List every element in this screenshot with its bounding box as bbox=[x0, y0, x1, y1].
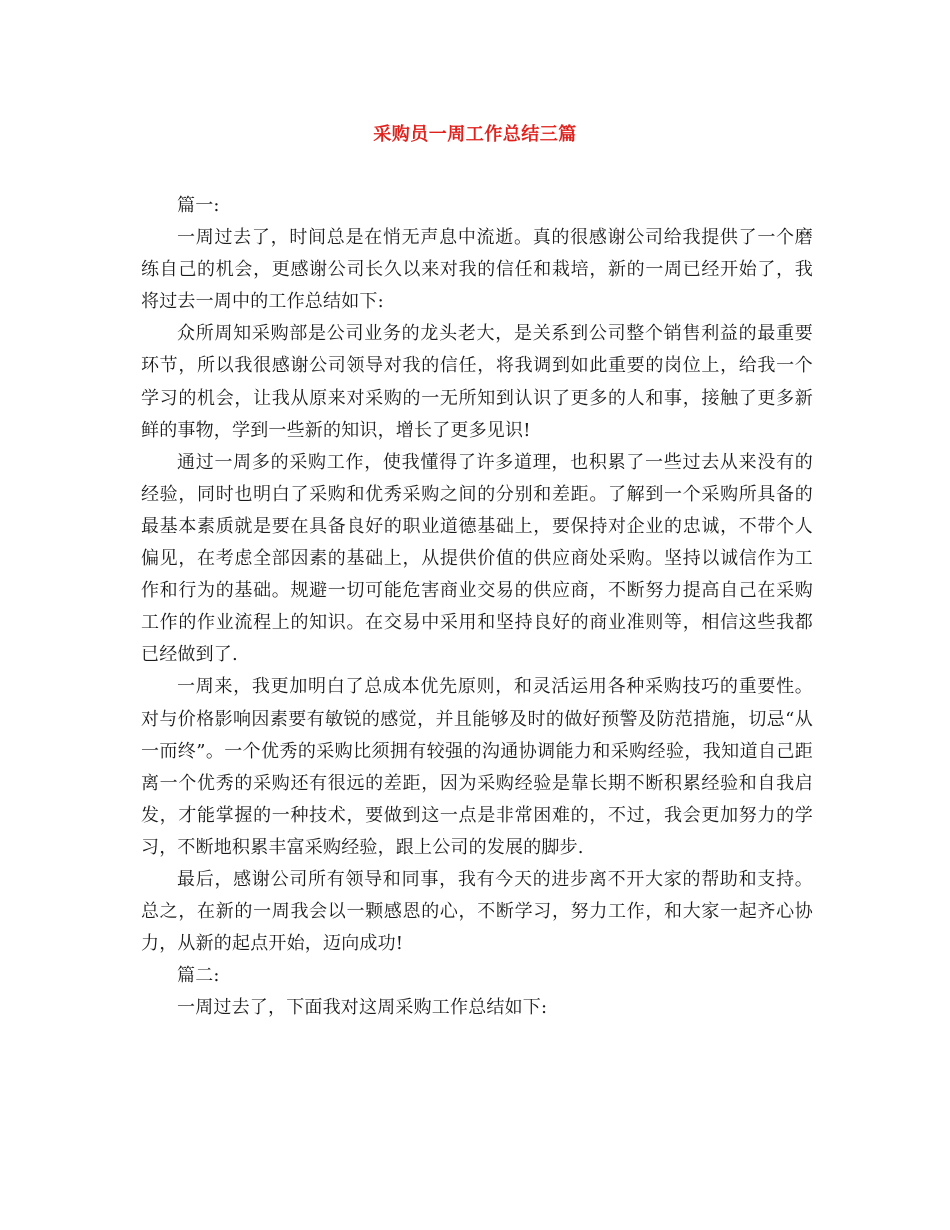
paragraph: 众所周知采购部是公司业务的龙头老大，是关系到公司整个销售利益的最重要环节，所以我很感谢公司领导对我的信任，将我调到如此重要的岗位上，给我一个学习的机会，让我从原来对采购的一无所知到认识了更多的人和事，接触了更多新鲜的事物，学到一些新的知识，增长了更多见识! bbox=[141, 323, 813, 441]
document-title: 采购员一周工作总结三篇 bbox=[373, 124, 577, 145]
paragraph: 一周过去了，下面我对这周采购工作总结如下: bbox=[177, 997, 548, 1019]
section-heading-1: 篇一: bbox=[177, 195, 220, 216]
section-heading-2: 篇二: bbox=[177, 965, 220, 987]
document-body bbox=[141, 190, 813, 1024]
paragraph: 最后，感谢公司所有领导和同事，我有今天的进步离不开大家的帮助和支持。总之，在新的一周我会以一颗感恩的心，不断学习，努力工作，和大家一起齐心协力，从新的起点开始，迈向成功! bbox=[141, 868, 813, 955]
paragraph: 通过一周多的采购工作，使我懂得了许多道理，也积累了一些过去从来没有的经验，同时也明白了采购和优秀采购之间的分别和差距。了解到一个采购所具备的最基本素质就是要在具备良好的职业道德基础上，要保持对企业的忠诚，不带个人偏见，在考虑全部因素的基础上，从提供价值的供应商处采购。坚持以诚信作为工作和行为的基础。规避一切可能危害商业交易的供应商，不断努力提高自己在采购工作的作业流程上的知识。在交易中采用和坚持良好的商业准则等，相信这些我都已经做到了. bbox=[141, 451, 813, 666]
paragraph: 一周过去了，时间总是在悄无声息中流逝。真的很感谢公司给我提供了一个磨练自己的机会，更感谢公司长久以来对我的信任和栽培，新的一周已经开始了，我将过去一周中的工作总结如下: bbox=[141, 227, 813, 313]
paragraph: 一周来，我更加明白了总成本优先原则，和灵活运用各种采购技巧的重要性。对与价格影响因素要有敏锐的感觉，并且能够及时的做好预警及防范措施，切忌“从一而终”。一个优秀的采购比须拥有较强的沟通协调能力和采购经验，我知道自己距离一个优秀的采购还有很远的差距，因为采购经验是靠长期不断积累经验和自我启发，才能掌握的一种技术，要做到这一点是非常困难的，不过，我会更加努力的学习，不断地积累丰富采购经验，跟上公司的发展的脚步. bbox=[141, 676, 813, 858]
